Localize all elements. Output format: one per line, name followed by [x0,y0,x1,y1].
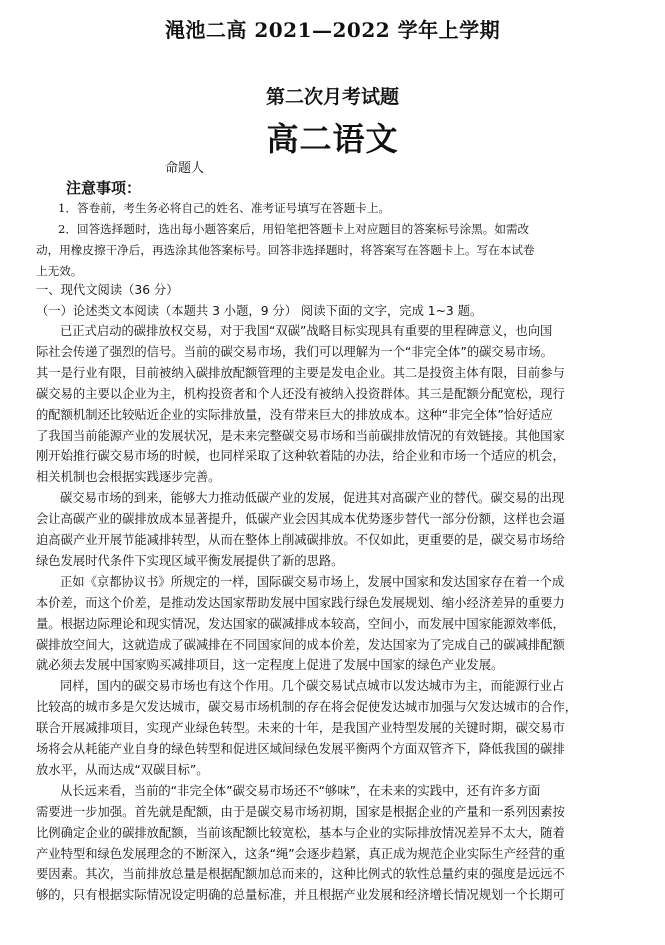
passage-line: 了我国当前能源产业的发展状况，是未来完整碳交易市场和当前碳排放情况的有效链接。其他国家 [36,428,565,443]
passage-line: 已正式启动的碳排放权交易，对于我国“双碳”战略目标实现具有重要的里程碑意义，也向国 [60,324,553,338]
exam-title: 第二次月考试题 [265,86,399,108]
passage-line: 碳交易的主要以企业为主，机构投资者和个人还没有被纳入投资群体。其三是配额分配宽松，现行 [36,386,565,401]
part-title: 一、现代文阅读（36 分） [36,283,179,297]
passage-line: 够的，只有根据实际情况设定明确的总量标准，并且根据产业发展和经济增长情况规划一个长期可 [36,888,565,903]
passage-line: 联合开展减排项目，实现产业绿色转型。未来的十年，是我国产业特型发展的关键时期，碳交易市 [36,721,565,736]
passage-line: 的配额机制还比较贴近企业的实际排放量，没有带来巨大的排放成本。这种“非完全体”恰好适应 [36,407,553,422]
passage-line: 碳排放空间大，这就造成了碳减排在不同国家间的成本价差，发达国家为了完成自己的碳减排配额 [36,637,565,652]
passage-line: 际社会传递了强烈的信号。当前的碳交易市场，我们可以理解为一个“非完全体”的碳交易市场。 [36,344,553,359]
author-label: 命题人 [165,161,205,176]
passage-line: 从长远来看，当前的“非完全体”碳交易市场还不“够味”，在未来的实践中，还有许多方面 [60,783,541,798]
passage-line: 就必须去发展中国家购买减排项目，这一定程度上促进了发展中国家的绿色产业发展。 [36,658,504,673]
passage-line: 绿色发展时代条件下实现区域平衡发展提供了新的思路。 [36,553,344,568]
passage-line: 量。根据边际理论和现实情况，发达国家的碳减排成本较高，空间小，而发展中国家能源效率低， [36,616,565,631]
passage-line: 刚开始推行碳交易市场的时候，也同样采取了这种软着陆的办法，给企业和市场一个适应的机会， [36,449,565,464]
passage-line: 需要进一步加强。首先就是配额，由于是碳交易市场初期，国家是根据企业的产量和一系列因素按 [36,804,565,819]
notice-line: 2．回答选择题时，选出每小题答案后，用铅笔把答题卡上对应题目的答案标号涂黑。如需改 [58,222,530,236]
passage-line: 同样，国内的碳交易市场也有这个作用。几个碳交易试点城市以发达城市为主，而能源行业占 [60,679,565,694]
passage-line: 碳交易市场的到来，能够大力推动低碳产业的发展，促进其对高碳产业的替代。碳交易的出现 [60,491,565,506]
passage-line: 其一是行业有限，目前被纳入碳排放配额管理的主要是发电企业。其二是投资主体有限，目前参与 [36,365,565,380]
passage-line: 会让高碳产业的碳排放成本显著提升，低碳产业会因其成本优势逐步替代一部分份额，这样也会逼 [36,512,565,527]
school-title: 渑池二高 2021—2022 学年上学期 [164,18,501,42]
passage-line: 相关机制也会根据实践逐步完善。 [36,470,221,485]
passage-line: 迫高碳产业开展节能减排转型，从而在整体上削减碳排放。不仅如此，更重要的是，碳交易市场给 [36,533,565,547]
subpart-title: （一）论述类文本阅读（本题共 3 小题，9 分） 阅读下面的文字，完成 1~3 题。 [36,304,483,318]
passage-line: 放水平，从而达成“双碳目标”。 [36,762,209,777]
notice-line: 上无效。 [36,264,83,278]
passage-line: 产业特型和绿色发展理念的不断深入，这条“绳”会逐步趋紧，真正成为规范企业实际生产经营的重 [36,846,566,861]
passage-line: 比较高的城市多是欠发达城市，碳交易市场机制的存在将会促使发达城市加强与欠发达城市的合作， [36,700,578,715]
passage-line: 本价差，而这个价差，是推动发达国家帮助发展中国家践行绿色发展规划、缩小经济差异的重要力 [36,595,565,610]
notice-heading: 注意事项： [66,179,142,197]
notice-line: 1．答卷前，考生务必将自己的姓名、准考证号填写在答题卡上。 [58,201,391,215]
subject-title: 高二语文 [266,120,399,158]
passage-line: 比例确定企业的碳排放配额，当前该配额比较宽松，基本与企业的实际排放情况差异不太大，随着 [36,825,565,840]
passage-line: 场将会从耗能产业自身的绿色转型和促进区域间绿色发展平衡两个方面双管齐下，降低我国的碳排 [36,742,565,756]
passage-line: 要因素。其次，当前排放总量是根据配额加总而来的，这种比例式的软性总量约束的强度是远远不 [36,867,565,882]
passage-line: 正如《京都协议书》所规定的一样，国际碳交易市场上，发展中国家和发达国家存在着一个成 [60,574,565,589]
notice-line: 动，用橡皮擦干净后，再选涂其他答案标号。回答非选择题时，将答案写在答题卡上。写在本试卷 [36,243,535,257]
